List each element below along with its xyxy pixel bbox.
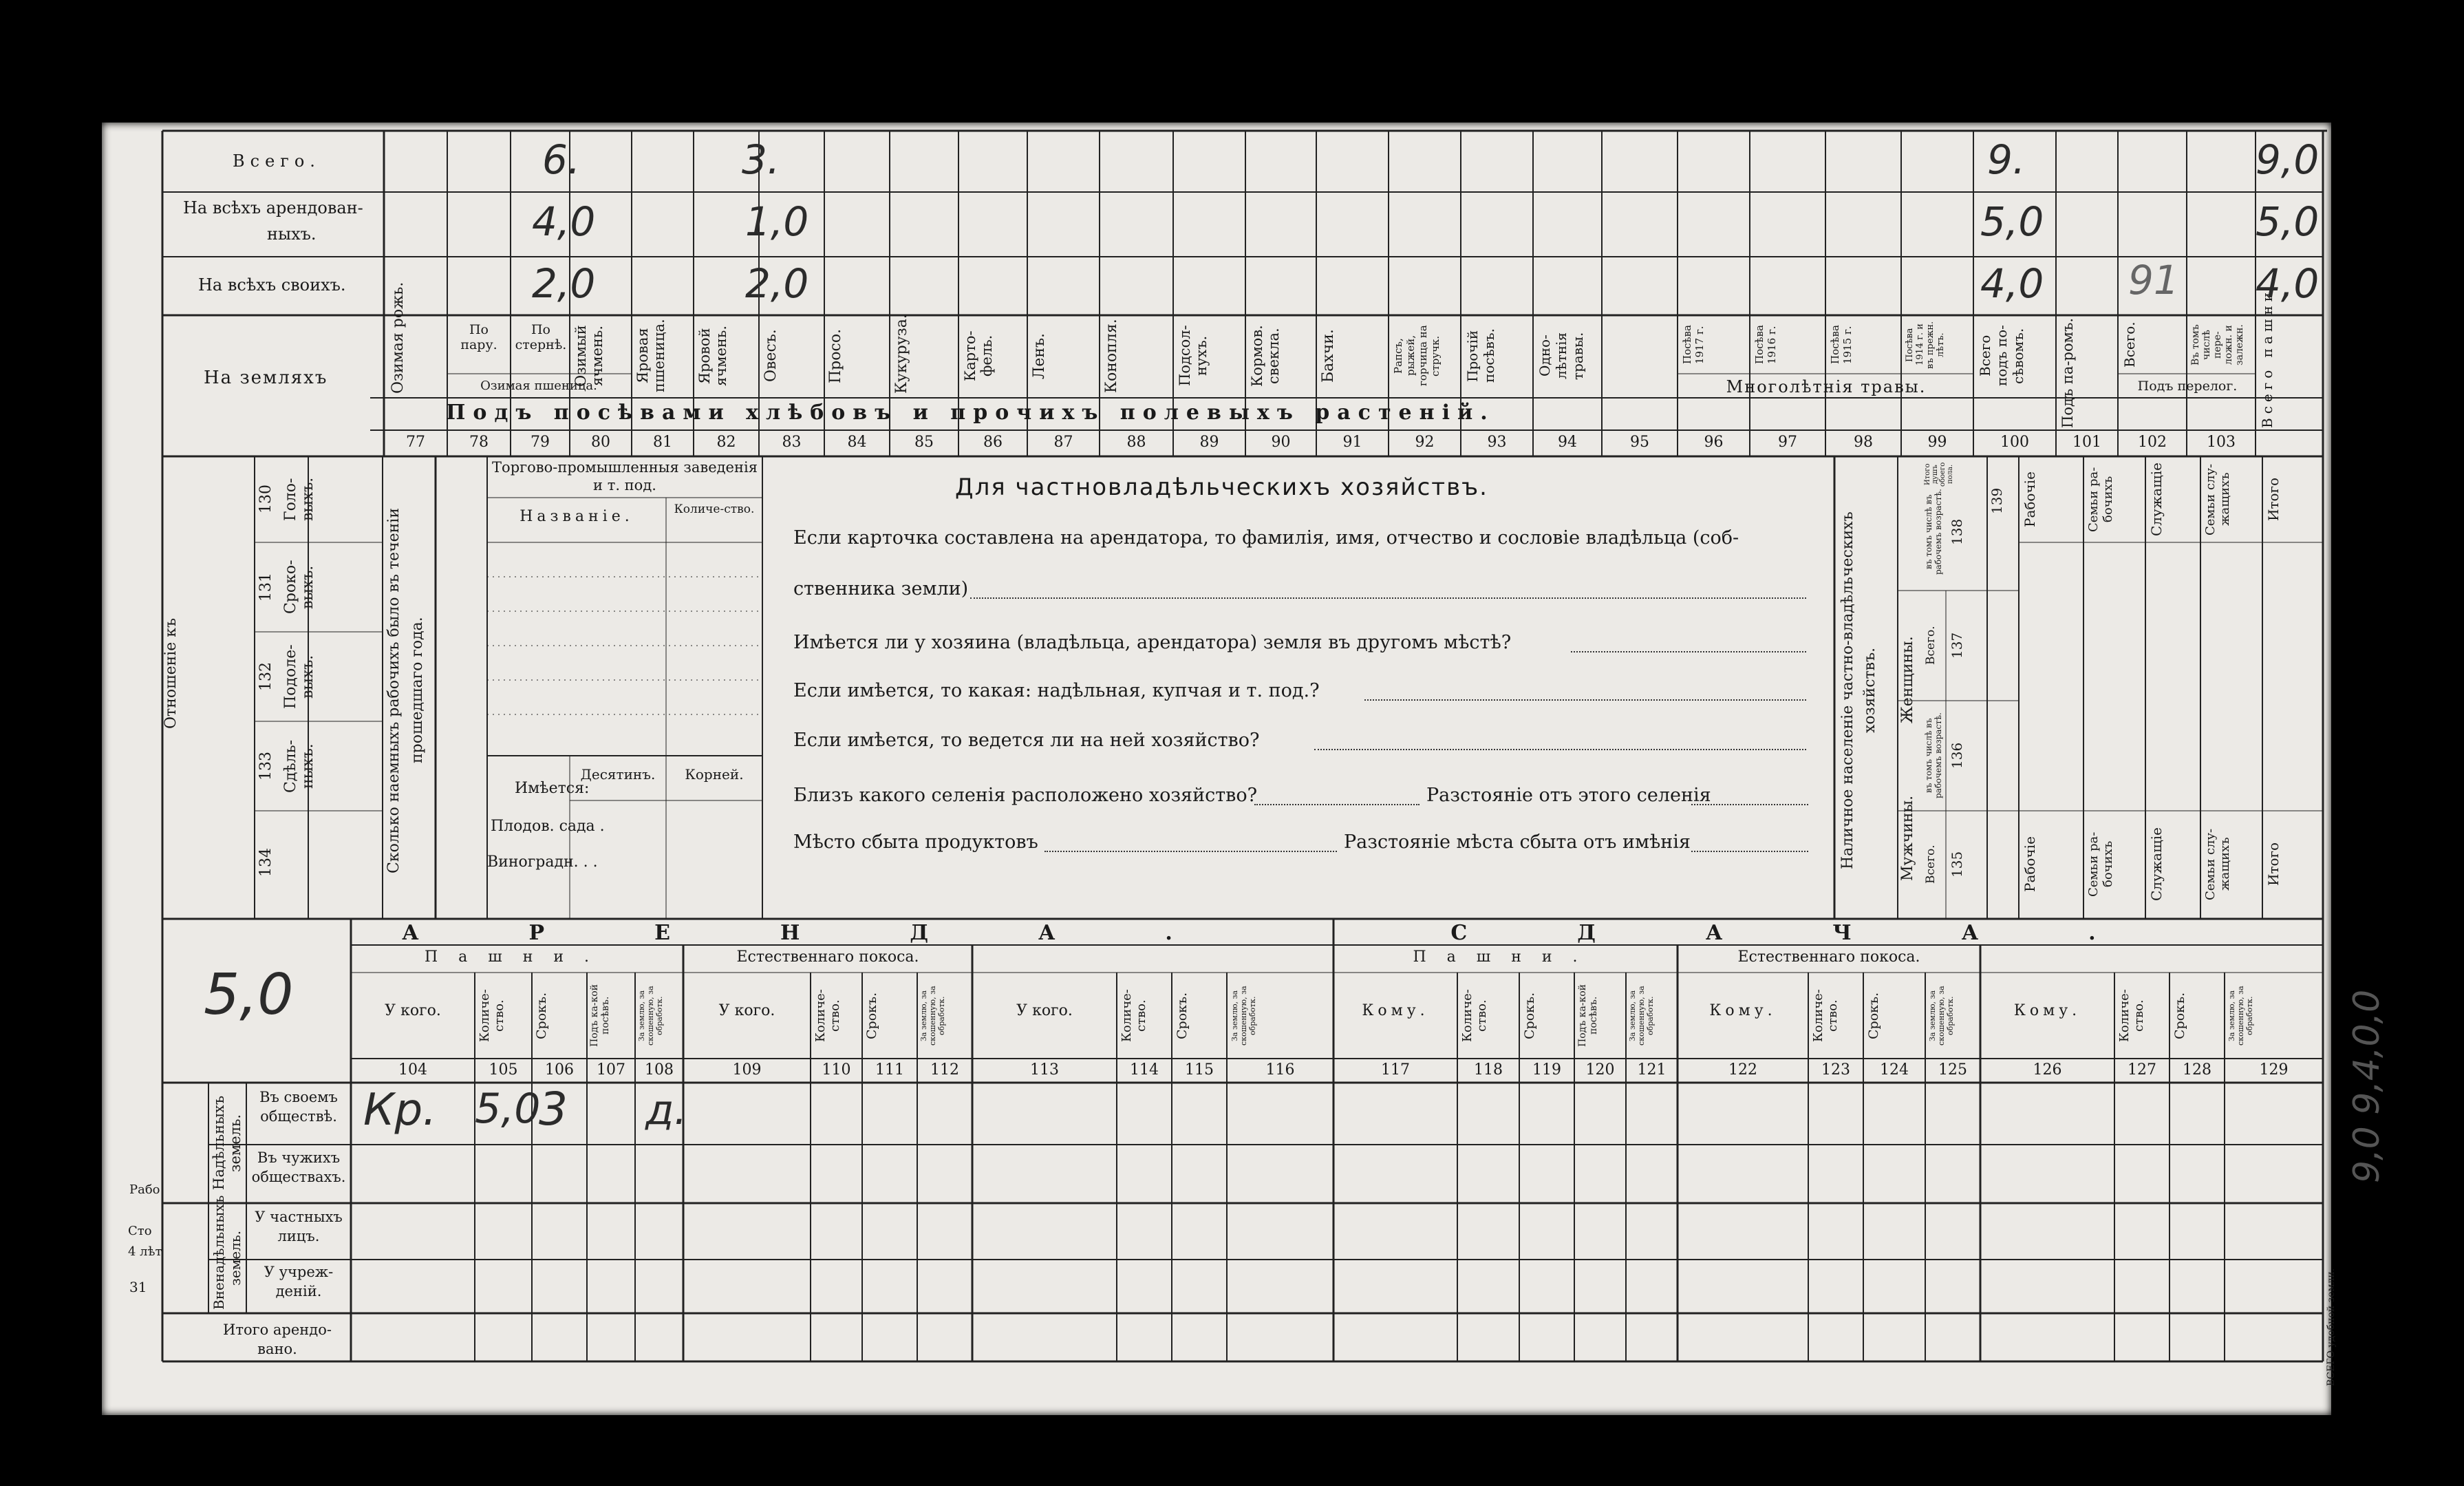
- answer-line-3[interactable]: [1364, 699, 1806, 701]
- margin-rabo: Рабо: [129, 1182, 160, 1197]
- pop-num-136: 136: [1949, 742, 1965, 769]
- col-number: 103: [2207, 434, 2236, 451]
- label-sdelnyh: Сдѣль-ныхъ.: [282, 739, 317, 793]
- col-number: 115: [1185, 1061, 1214, 1079]
- hand-arend-oves: 1,0: [745, 198, 809, 245]
- col-header-88: Конопля.: [1103, 319, 1120, 393]
- col-number: 122: [1728, 1061, 1757, 1079]
- col-header-82: Яровой ячмень.: [696, 326, 729, 386]
- col-header-77: Озимая рожь.: [389, 282, 407, 394]
- m-v-tom-chisle-label: въ томъ числѣ въ рабочемъ возрастѣ.: [1924, 712, 1943, 799]
- col-header-97: Посѣва 1915 г.: [1829, 325, 1854, 365]
- hdr-komu-2: Кому.: [1709, 1002, 1777, 1019]
- col-number: 98: [1854, 434, 1873, 451]
- pop-num-139: 139: [1989, 487, 2005, 515]
- hdr-za-zemlyu-4: За землю, за скошенную, за обработк.: [1628, 986, 1655, 1045]
- torg-kolich: Количе-ство.: [674, 502, 755, 516]
- answer-line-6b[interactable]: [1691, 851, 1808, 852]
- workers-header-semi-sluzh: Семьи слу-жащихъ: [2203, 463, 2232, 535]
- col-number: 92: [1415, 434, 1435, 451]
- num-134: 134: [257, 848, 275, 877]
- hdr-kolich-1: Количе-ство.: [478, 989, 506, 1042]
- row-u-chastnyh: У частныхъ лицъ.: [255, 1209, 343, 1244]
- col-header-87: Ленъ.: [1031, 332, 1048, 379]
- pop-num-138: 138: [1949, 518, 1965, 546]
- row-u-uchrezhdeniy: У учреж-деній.: [264, 1264, 334, 1299]
- col-header-101: Всего.: [2121, 321, 2138, 368]
- naemnyh-label: Сколько наемныхъ рабочихъ было въ теченіи прошедшаго года.: [385, 507, 426, 873]
- col-number: 79: [531, 434, 550, 451]
- row-label-arend-line1: На всѣхъ арендован-: [183, 198, 363, 217]
- col-number: 85: [914, 434, 934, 451]
- col-number: 81: [653, 434, 672, 451]
- sdacha-pashni: Пашни.: [1413, 948, 1598, 966]
- row-v-chuzhih: Въ чужихъ обществахъ.: [251, 1149, 346, 1185]
- col-number: 119: [1532, 1061, 1561, 1079]
- imeetsya-label: Имѣется:: [515, 780, 590, 797]
- col-number: 109: [732, 1061, 762, 1079]
- question-5a: Близъ какого селенія расположено хозяйство?: [793, 785, 1258, 806]
- korney-label: Корней.: [685, 766, 744, 783]
- col-header-89: Подсол-нухъ.: [1177, 325, 1210, 387]
- group-mnogoletnie-travy: Многолѣтнія травы.: [1726, 377, 1927, 396]
- label-podolevyh: Подоле-выхъ.: [282, 644, 317, 709]
- col-number: 77: [406, 434, 425, 451]
- pop-num-137: 137: [1949, 632, 1965, 659]
- workers-header-sluzhashchie: Служащіе: [2148, 463, 2165, 536]
- col-number: 126: [2033, 1061, 2062, 1079]
- margin-4-let: 4 лѣт: [128, 1244, 162, 1259]
- col-number: 108: [645, 1061, 674, 1079]
- hand-srok: 3: [539, 1083, 568, 1136]
- hdr-srok-5: Срокъ.: [1866, 992, 1881, 1039]
- hdr-komu-1: Кому.: [1362, 1002, 1429, 1019]
- question-3: Если имѣется, то какая: надѣльная, купчая и т. под.?: [793, 680, 1320, 701]
- hdr-srok-1: Срокъ.: [534, 992, 549, 1039]
- row-label-vsego: Всего.: [233, 151, 321, 171]
- m-vsego-label: Всего.: [1924, 845, 1938, 884]
- question-1b: ственника земли): [793, 578, 969, 599]
- col-number: 106: [545, 1061, 574, 1079]
- col-number: 82: [716, 434, 736, 451]
- col-number: 123: [1821, 1061, 1850, 1079]
- banner-posevy: Подъ посѣвами хлѣбовъ и прочихъ полевыхъ растеній.: [446, 401, 1495, 425]
- label-srokovyh: Сроко-выхъ.: [282, 560, 317, 615]
- answer-line-4[interactable]: [1314, 749, 1806, 750]
- col-number: 117: [1381, 1061, 1410, 1079]
- hdr-pod-kakoy-4: Подъ ка-кой посѣвъ.: [1577, 984, 1599, 1047]
- hand-left-big: 5,0: [204, 962, 294, 1028]
- workers-footer-semi-sluzh: Семьи слу-жащихъ: [2203, 828, 2232, 900]
- answer-line-5b[interactable]: [1691, 804, 1808, 805]
- hand-svoi-rozh: 2,0: [532, 260, 596, 307]
- col-number: 112: [930, 1061, 959, 1079]
- sdacha-estestv: Естественнаго покоса.: [1737, 948, 1920, 966]
- col-number: 118: [1474, 1061, 1503, 1079]
- workers-footer-semi-rab: Семьи ра-бочихъ: [2086, 831, 2115, 897]
- workers-header-itogo: Итого: [2265, 477, 2282, 522]
- hand-kr: Кр.: [363, 1085, 437, 1136]
- col-header-93: Прочій посѣвъ.: [1464, 328, 1497, 383]
- group-ozimaya-pshenitsa: Озимая пшеница.: [480, 379, 597, 393]
- col-number: 113: [1030, 1061, 1059, 1079]
- workers-footer-itogo: Итого: [2265, 842, 2282, 887]
- hdr-kolich-5: Количе-ство.: [1811, 989, 1840, 1042]
- hand-svoi-pashni: 4,0: [2256, 260, 2320, 307]
- hdr-kolich-3: Количе-ство.: [1119, 989, 1148, 1042]
- col-number: 102: [2138, 434, 2167, 451]
- row-itogo-arendovano: Итого арендо-вано.: [223, 1322, 332, 1357]
- col-number: 101: [2072, 434, 2101, 451]
- col-number: 116: [1265, 1061, 1295, 1079]
- hdr-srok-3: Срокъ.: [1175, 992, 1190, 1039]
- vnenadelnyh-label: Вненадѣльныхъ земель.: [211, 1195, 244, 1310]
- col-number: 127: [2128, 1061, 2156, 1079]
- answer-line-2[interactable]: [1571, 651, 1806, 652]
- col-number: 128: [2183, 1061, 2211, 1079]
- plodov-sada-label: Плодов. сада .: [491, 818, 605, 835]
- col-number: 95: [1630, 434, 1649, 451]
- hand-vsego-total: 9.: [1987, 136, 2026, 183]
- hdr-komu-3: Кому.: [2013, 1002, 2081, 1019]
- col-number: 99: [1927, 434, 1947, 451]
- torg-nazvanie: Названіе.: [519, 508, 634, 525]
- col-header-98: Посѣва 1914 г. и въ прежн. лѣтъ.: [1905, 321, 1946, 369]
- num-130: 130: [257, 485, 275, 514]
- col-header-83: Овесъ.: [762, 329, 780, 383]
- hand-za: д.: [645, 1086, 687, 1134]
- col-header-100: Подъ па-ромъ.: [2059, 318, 2076, 428]
- col-header-78: По пару.: [460, 322, 497, 352]
- workers-header-rabochie: Рабочіе: [2022, 471, 2038, 527]
- col-header-91: Бахчи.: [1320, 329, 1337, 383]
- zhenshchiny-label: Женщины.: [1899, 636, 1916, 724]
- question-6a: Мѣсто сбыта продуктовъ: [793, 831, 1038, 853]
- hand-vsego-pashni: 9,0: [2256, 136, 2320, 183]
- num-131: 131: [257, 573, 275, 602]
- hdr-pod-kakoy-1: Подъ ка-кой посѣвъ.: [589, 984, 611, 1047]
- question-5b: Разстояніе отъ этого селенія: [1426, 785, 1711, 806]
- table-grid: [102, 123, 2331, 1415]
- num-133: 133: [257, 752, 275, 781]
- col-header-96: Посѣва 1916 г.: [1753, 325, 1778, 365]
- col-number: 107: [597, 1061, 625, 1079]
- col-number: 104: [398, 1061, 427, 1079]
- hdr-za-zemlyu-5: За землю, за скошенную, за обработк.: [1928, 986, 1955, 1045]
- row-label-svoi: На всѣхъ своихъ.: [198, 275, 346, 295]
- hdr-srok-6: Срокъ.: [2172, 992, 2187, 1039]
- col-number: 125: [1938, 1061, 1967, 1079]
- col-header-86: Карто-фель.: [962, 330, 995, 381]
- col-header-94: Одно-лѣтнія травы.: [1536, 332, 1586, 380]
- col-header-84: Просо.: [827, 328, 844, 383]
- question-4: Если имѣется, то ведется ли на ней хозяйство?: [793, 730, 1260, 751]
- col-header-92: Рапсъ, рыжей, горчица на стручк.: [1392, 325, 1442, 387]
- col-number: 84: [847, 434, 867, 451]
- col-header-99: Всего подъ по-сѣвомъ.: [1977, 325, 2026, 387]
- zh-vsego-label: Всего.: [1924, 626, 1938, 666]
- answer-line-1[interactable]: [970, 597, 1806, 599]
- hand-svoi-perelog: 91: [2128, 257, 2179, 304]
- col-number: 87: [1053, 434, 1073, 451]
- col-header-95: Посѣва 1917 г.: [1681, 325, 1706, 365]
- hand-svoi-total: 4,0: [1980, 260, 2044, 307]
- torg-title: Торгово-промышленныя заведенія и т. под.: [492, 459, 758, 493]
- col-number: 114: [1130, 1061, 1159, 1079]
- label-golovyh: Голо-выхъ.: [282, 477, 317, 522]
- hdr-u-kogo-3: У кого.: [1016, 1002, 1073, 1019]
- vinogradn-label: Виноградн. . .: [487, 853, 598, 871]
- col-number: 105: [489, 1061, 518, 1079]
- answer-line-5a[interactable]: [1254, 804, 1420, 805]
- question-6b: Разстояніе мѣста сбыта отъ имѣнія: [1344, 831, 1691, 853]
- num-132: 132: [257, 662, 275, 691]
- row-label-arend-line2: ныхъ.: [267, 224, 317, 244]
- col-number: 124: [1880, 1061, 1909, 1079]
- hand-svoi-oves: 2,0: [745, 260, 809, 307]
- col-number: 91: [1342, 434, 1362, 451]
- hdr-u-kogo-1: У кого.: [385, 1002, 441, 1019]
- hdr-kolich-2: Количе-ство.: [813, 989, 842, 1042]
- col-number: 80: [591, 434, 610, 451]
- workers-footer-sluzhashchie: Служащіе: [2148, 827, 2165, 901]
- hand-vsego-oves: 3.: [742, 136, 780, 183]
- col-header-81: Яровая пшеница.: [634, 319, 667, 393]
- hdr-za-zemlyu-1: За землю, за скошенную, за обработк.: [637, 986, 664, 1045]
- hand-arend-total: 5,0: [1980, 198, 2044, 245]
- hdr-srok-2: Срокъ.: [864, 992, 879, 1039]
- otnoshenie-label: Отношеніе къ: [162, 617, 180, 729]
- answer-line-6a[interactable]: [1044, 851, 1337, 852]
- col-number: 93: [1487, 434, 1507, 451]
- desyatin-label: Десятинъ.: [580, 766, 656, 783]
- hand-arend-rozh: 4,0: [532, 198, 596, 245]
- col-number: 83: [782, 434, 802, 451]
- hdr-za-zemlyu-2: За землю, за скошенную, за обработк.: [919, 986, 946, 1045]
- pop-num-135: 135: [1949, 851, 1965, 878]
- group-pod-perelog: Подъ перелог.: [2137, 379, 2238, 394]
- arenda-title: АРЕНДА.: [402, 921, 1283, 945]
- col-number: 120: [1585, 1061, 1615, 1079]
- col-number: 90: [1271, 434, 1291, 451]
- private-farms-title: Для частновладѣльческихъ хозяйствъ.: [955, 474, 1488, 501]
- workers-footer-rabochie: Рабочіе: [2022, 836, 2038, 892]
- muzhchiny-label: Мужчины.: [1899, 795, 1916, 882]
- hdr-srok-4: Срокъ.: [1522, 992, 1537, 1039]
- col-number: 94: [1558, 434, 1577, 451]
- question-1a: Если карточка составлена на арендатора, то фамилія, имя, отчество и сословіе владѣльца (соб-: [793, 527, 1739, 549]
- col-number: 88: [1126, 434, 1146, 451]
- col-number: 129: [2259, 1061, 2289, 1079]
- col-number: 97: [1778, 434, 1797, 451]
- col-header-102: Въ томъ числѣ пере-ложн. и залежн.: [2190, 324, 2245, 365]
- col-number: 100: [2000, 434, 2029, 451]
- zh-v-tom-chisle-label: въ томъ числѣ въ рабочемъ возрастѣ.: [1924, 489, 1943, 575]
- arenda-pashni: Пашни.: [424, 948, 610, 966]
- hand-vsego-rozh: 6.: [542, 136, 581, 183]
- hdr-za-zemlyu-3: За землю, за скошенную, за обработк.: [1230, 986, 1257, 1045]
- nadelnyh-label: Надѣльныхъ земель.: [211, 1095, 244, 1191]
- hdr-kolich-4: Количе-ство.: [1460, 989, 1489, 1042]
- col-number: 111: [875, 1061, 904, 1079]
- hand-kolich: 5,0: [475, 1085, 541, 1133]
- hdr-kolich-6: Количе-ство.: [2117, 989, 2146, 1042]
- col-number: 89: [1199, 434, 1219, 451]
- col-header-79: По стернѣ.: [515, 322, 567, 352]
- col-header-85: Кукуруза.: [893, 314, 910, 394]
- row-v-svoem: Въ своемъ обществѣ.: [259, 1089, 338, 1125]
- hdr-u-kogo-2: У кого.: [718, 1002, 775, 1019]
- margin-31: 31: [129, 1279, 147, 1295]
- arenda-estestv: Естественнаго покоса.: [736, 948, 919, 966]
- hand-arend-pashni: 5,0: [2256, 198, 2320, 245]
- nalichnoe-label: Наличное населеніе частно-владѣльческихъ хозяйствъ.: [1839, 511, 1878, 869]
- right-stamp: ВСЕГО удобной земли.: [2326, 1268, 2337, 1386]
- col-number: 78: [469, 434, 489, 451]
- hdr-za-zemlyu-6: За землю, за скошенную, за обработк.: [2227, 986, 2254, 1045]
- workers-header-semi-rab: Семьи ра-бочихъ: [2086, 467, 2115, 532]
- row-label-na-zemlyah: На земляхъ: [204, 368, 328, 388]
- itogo-dush-label: Итого душъ обоего пола.: [1924, 462, 1954, 487]
- col-header-90: Кормов. свекла.: [1249, 325, 1282, 387]
- census-card: [102, 123, 2388, 1415]
- col-number: 96: [1704, 434, 1724, 451]
- question-2: Имѣется ли у хозяина (владѣльца, арендатора) земля въ другомъ мѣстѣ?: [793, 632, 1512, 653]
- col-number: 86: [983, 434, 1003, 451]
- col-number: 121: [1637, 1061, 1667, 1079]
- margin-sto: Сто: [128, 1224, 152, 1238]
- col-header-103: Всего пашни.: [2259, 279, 2275, 428]
- right-hand-note: 9,0 9,4,0,0: [2346, 989, 2388, 1183]
- sdacha-title: СДАЧА.: [1450, 921, 2206, 945]
- col-header-80: Озимый ячмень.: [572, 325, 606, 387]
- col-number: 110: [822, 1061, 851, 1079]
